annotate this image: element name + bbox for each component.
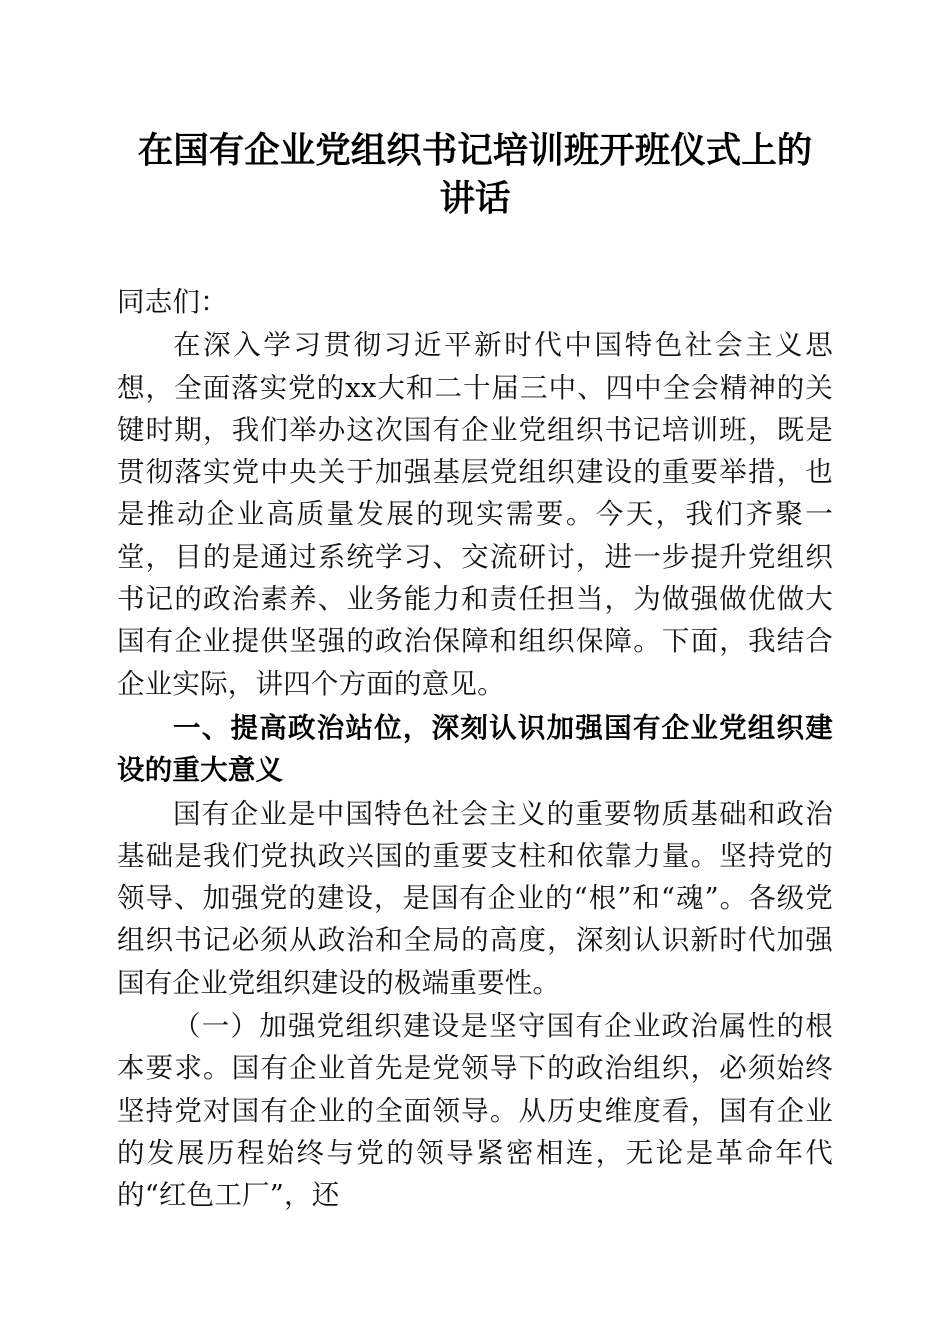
paragraph-subsection-one-a: （一）加强党组织建设是坚守国有企业政治属性的根本要求。国有企业首先是党领导下的政治组织，必须始终坚持党对国有企业的全面领导。从历史维度看，国有企业的发展历程始终与党的领导紧密相连，无论是革命年代的“红色工厂”，还: [117, 1010, 833, 1212]
paragraph-salutation: 同志们：: [117, 286, 228, 318]
paragraph-section-one-body: 国有企业是中国特色社会主义的重要物质基础和政治基础是我们党执政兴国的重要支柱和依靠力量。坚持党的领导、加强党的建设，是国有企业的“根”和“魂”。各级党组织书记必须从政治和全局的高度，深刻认识新时代加强国有企业党组织建设的极端重要性。: [117, 797, 833, 999]
paragraph-opening: 在深入学习贯彻习近平新时代中国特色社会主义思想，全面落实党的xx大和二十届三中、四中全会精神的关键时期，我们举办这次国有企业党组织书记培训班，既是贯彻落实党中央关于加强基层党组织建设的重要举措，也是推动企业高质量发展的现实需要。今天，我们齐聚一堂，目的是通过系统学习、交流研讨，进一步提升党组织书记的政治素养、业务能力和责任担当，为做强做优做大国有企业提供坚强的政治保障和组织保障。下面，我结合企业实际，讲四个方面的意见。: [117, 329, 833, 700]
document-text-column: [117, 0, 833, 1217]
page-title: 在国有企业党组织书记培训班开班仪式上的讲话: [137, 130, 813, 218]
section-heading-one: 一、提高政治站位，深刻认识加强国有企业党组织建设的重大意义: [117, 711, 833, 786]
